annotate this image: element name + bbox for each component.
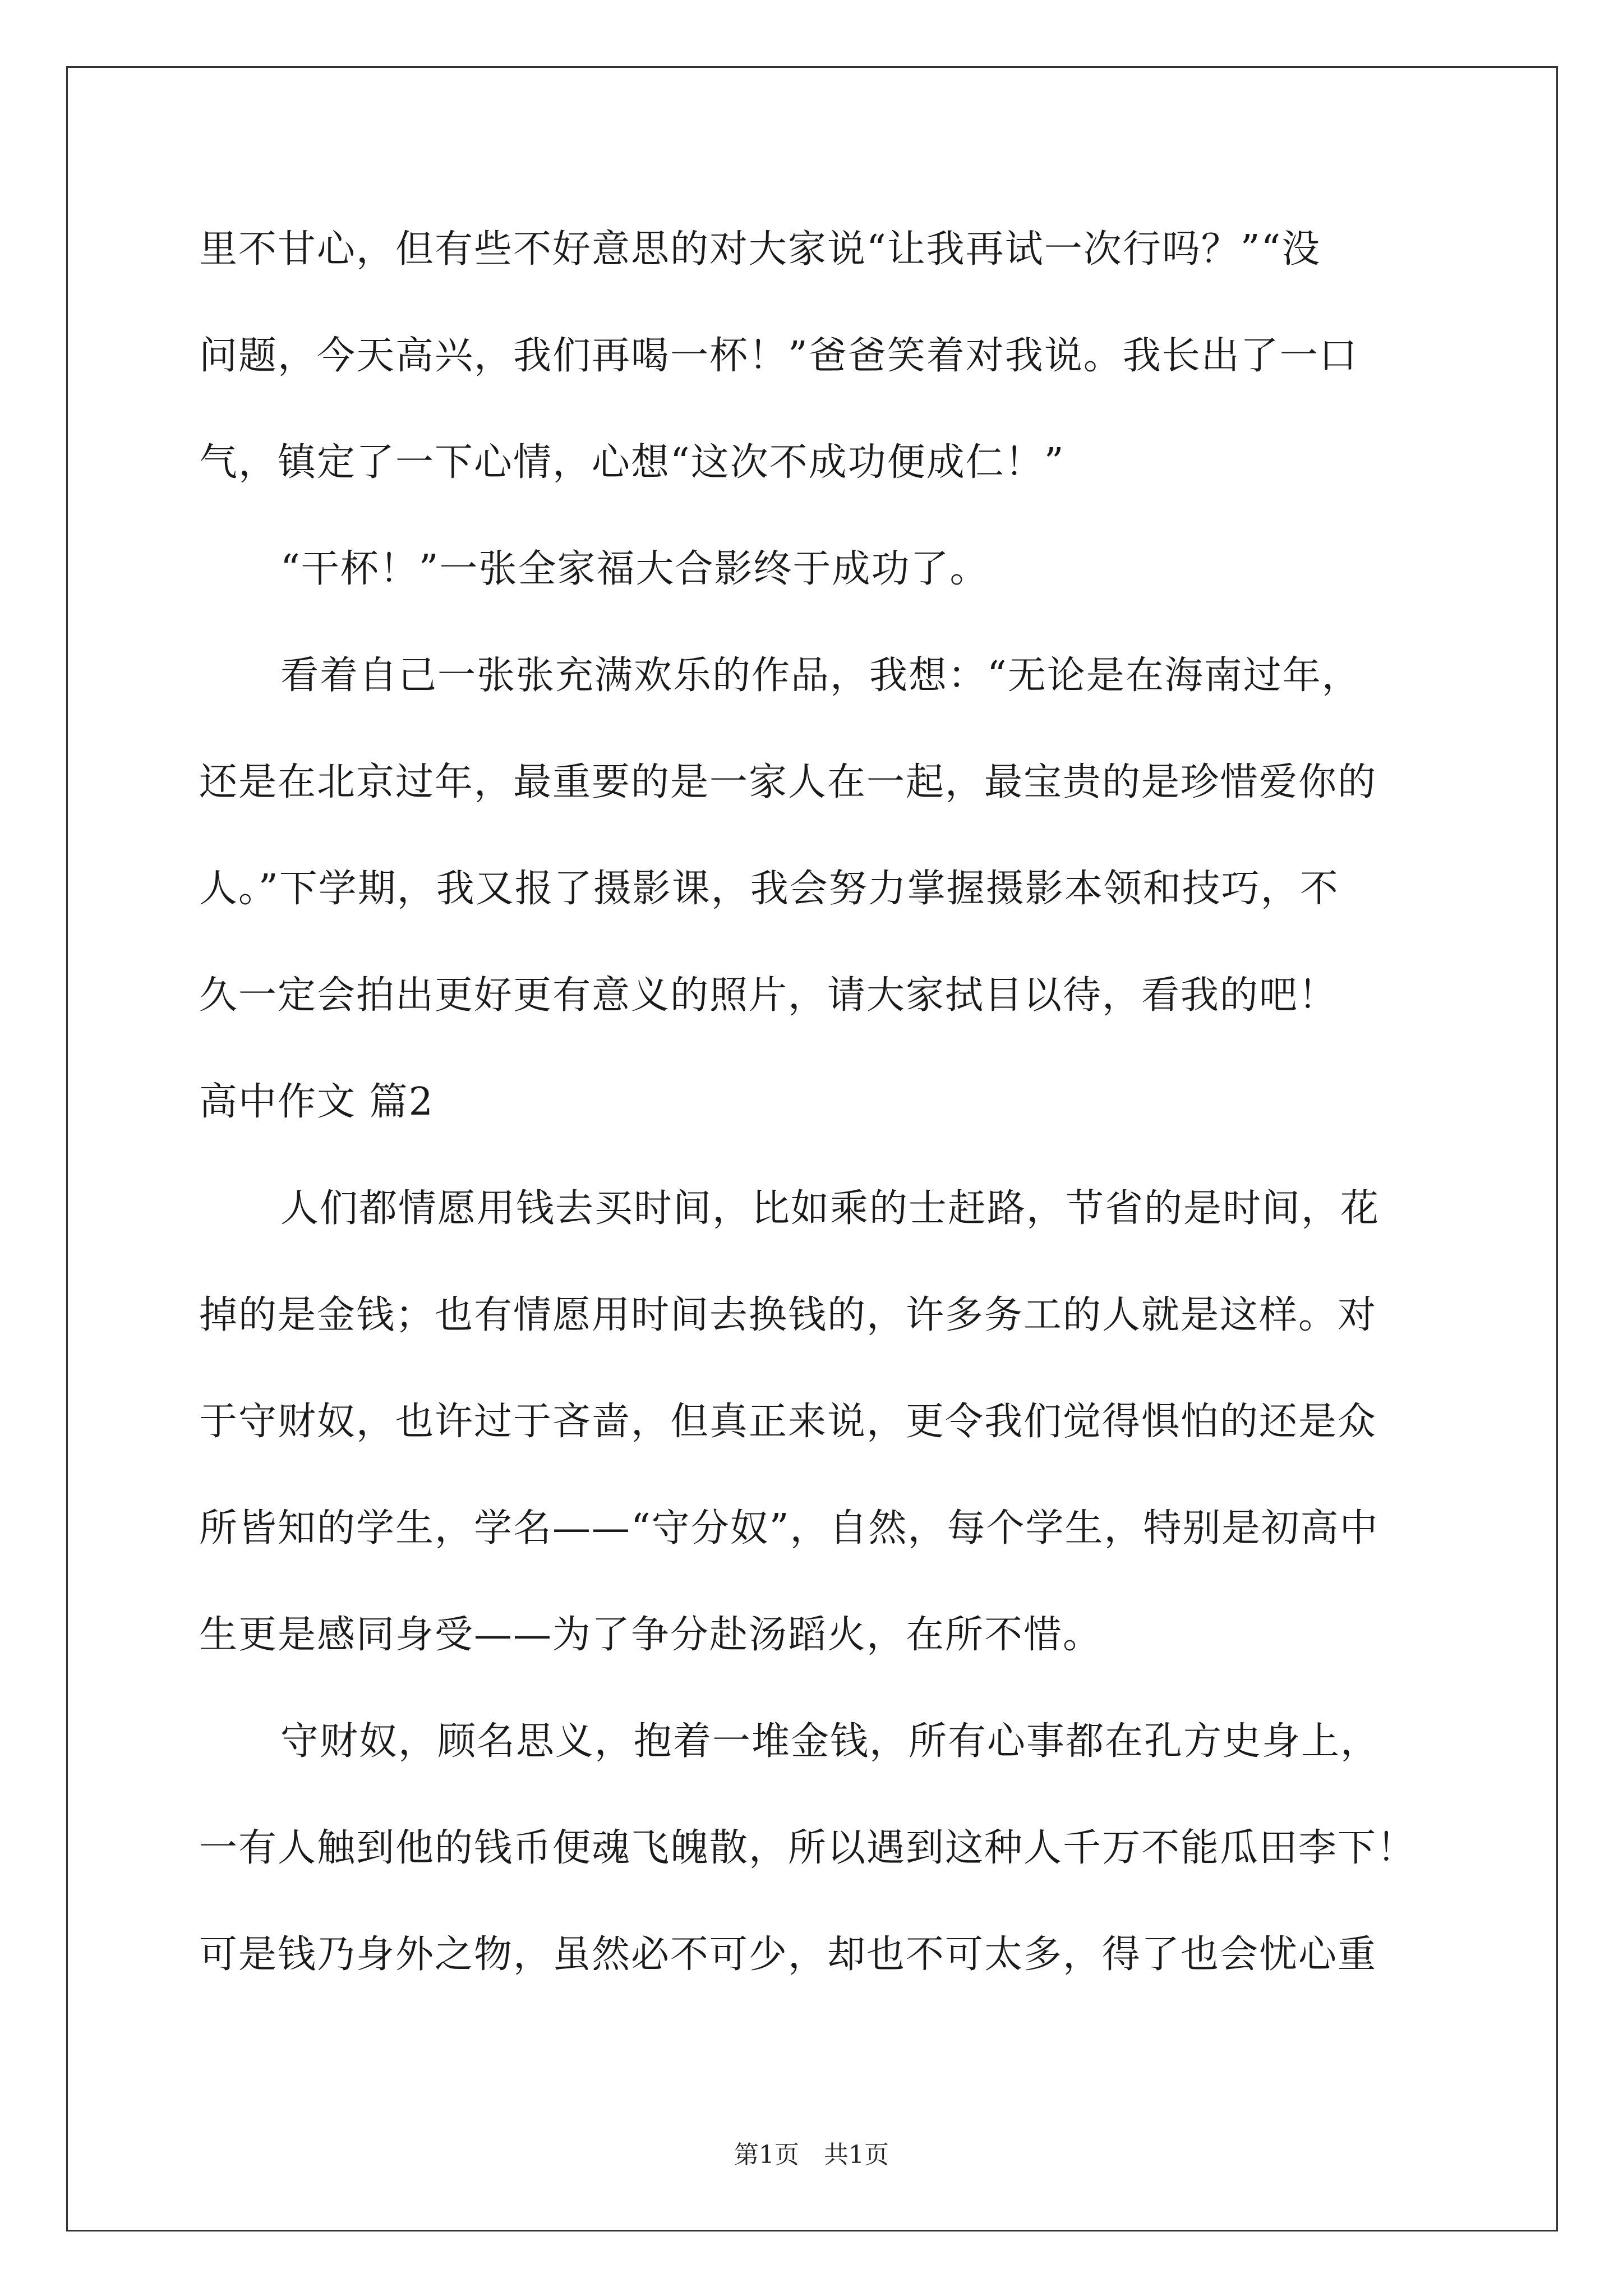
text-line: 于守财奴，也许过于吝啬，但真正来说，更令我们觉得惧怕的还是众: [199, 1400, 1377, 1444]
text-line: 问题，今天高兴，我们再喝一杯！”爸爸笑着对我说。我长出了一口: [199, 334, 1358, 378]
section-title: 高中作文 篇2: [199, 1080, 434, 1124]
text-line: 还是在北京过年，最重要的是一家人在一起，最宝贵的是珍惜爱你的: [199, 760, 1377, 804]
paragraph-1: [199, 216, 1455, 536]
paragraph-5: [199, 1708, 1455, 2028]
text-line: 生更是感同身受——为了争分赴汤蹈火，在所不惜。: [199, 1613, 1103, 1657]
text-line: 人们都情愿用钱去买时间，比如乘的士赶路，节省的是时间，花: [280, 1186, 1380, 1231]
text-line: 一有人触到他的钱币便魂飞魄散，所以遇到这种人千万不能瓜田李下！: [199, 1826, 1417, 1870]
text-line: 里不甘心，但有些不好意思的对大家说“让我再试一次行吗？”“没: [199, 227, 1321, 272]
text-line: 守财奴，顾名思义，抱着一堆金钱，所有心事都在孔方史身上，: [280, 1719, 1380, 1764]
text-line: 所皆知的学生，学名——“守分奴”，自然，每个学生，特别是初高中: [199, 1506, 1379, 1550]
paragraph-4: [199, 1175, 1455, 1708]
paragraph-3: [199, 642, 1455, 1069]
text-line: 人。”下学期，我又报了摄影课，我会努力掌握摄影本领和技巧，不: [199, 867, 1339, 911]
page-number-footer: 第1页 共1页: [734, 2141, 889, 2169]
section-heading: [199, 1069, 1455, 1175]
text-line: 久一定会拍出更好更有意义的照片，请大家拭目以待，看我的吧！: [199, 973, 1338, 1018]
text-line: “干杯！”一张全家福大合影终于成功了。: [280, 547, 989, 591]
document-body: [199, 216, 1455, 2028]
paragraph-2: [199, 536, 1455, 642]
text-line: 可是钱乃身外之物，虽然必不可少，却也不可太多，得了也会忧心重: [199, 1932, 1377, 1977]
text-line: 看着自己一张张充满欢乐的作品，我想：“无论是在海南过年，: [280, 654, 1361, 698]
text-line: 气，镇定了一下心情，心想“这次不成功便成仁！”: [199, 440, 1065, 485]
text-line: 掉的是金钱；也有情愿用时间去换钱的，许多务工的人就是这样。对: [199, 1293, 1377, 1337]
